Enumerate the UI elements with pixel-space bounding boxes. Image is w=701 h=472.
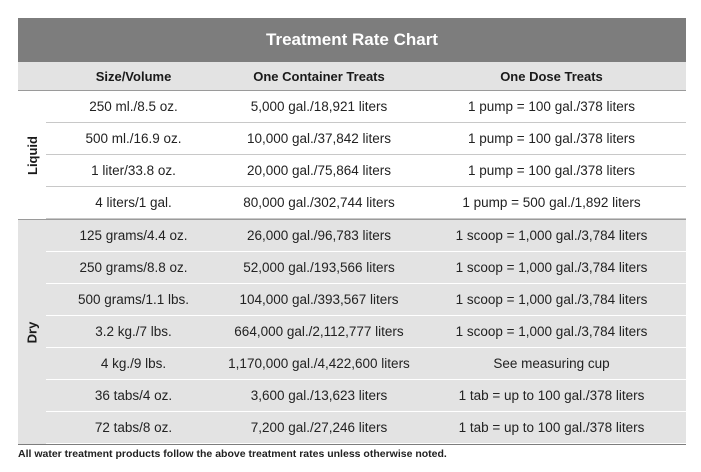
table-row	[46, 187, 686, 219]
treatment-rate-chart	[18, 18, 686, 445]
header-dose: One Dose Treats	[500, 68, 603, 84]
cell-size: 4 kg./9 lbs.	[100, 356, 167, 371]
table-row	[46, 284, 686, 316]
cell-container: 3,600 gal./13,623 liters	[250, 388, 388, 403]
cell-size: 4 liters/1 gal.	[95, 195, 172, 210]
cell-dose: 1 pump = 100 gal./378 liters	[468, 131, 635, 146]
section-liquid	[18, 91, 686, 220]
cell-dose: 1 scoop = 1,000 gal./3,784 liters	[455, 324, 648, 339]
cell-container: 664,000 gal./2,112,777 liters	[234, 324, 404, 339]
liquid-rows	[46, 91, 686, 219]
cell-size: 72 tabs/8 oz.	[94, 420, 173, 435]
table-row	[46, 252, 686, 284]
cell-size: 250 ml./8.5 oz.	[89, 99, 178, 114]
cell-size: 250 grams/8.8 oz.	[79, 260, 188, 275]
header-container: One Container Treats	[253, 68, 385, 84]
cell-dose: 1 tab = up to 100 gal./378 liters	[458, 388, 645, 403]
chart-title: Treatment Rate Chart	[18, 18, 686, 62]
cell-size: 3.2 kg./7 lbs.	[95, 324, 172, 339]
dry-rows	[46, 220, 686, 444]
cell-dose: 1 pump = 100 gal./378 liters	[468, 99, 635, 114]
section-label-text: Liquid	[24, 135, 40, 175]
cell-size: 36 tabs/4 oz.	[94, 388, 173, 403]
cell-size: 500 ml./16.9 oz.	[85, 131, 182, 146]
table-row	[46, 123, 686, 155]
table-row	[46, 348, 686, 380]
table-row	[46, 155, 686, 187]
cell-size: 125 grams/4.4 oz.	[79, 228, 188, 243]
cell-container: 5,000 gal./18,921 liters	[250, 99, 388, 114]
section-dry	[18, 220, 686, 444]
cell-container: 104,000 gal./393,567 liters	[239, 292, 399, 307]
header-size: Size/Volume	[95, 68, 172, 84]
cell-dose: 1 pump = 500 gal./1,892 liters	[462, 195, 641, 210]
cell-container: 26,000 gal./96,783 liters	[246, 228, 392, 243]
section-label-text: Dry	[24, 321, 40, 343]
cell-dose: See measuring cup	[493, 356, 610, 371]
cell-container: 20,000 gal./75,864 liters	[246, 163, 392, 178]
cell-container: 1,170,000 gal./4,422,600 liters	[228, 356, 410, 371]
table-row	[46, 91, 686, 123]
section-label-liquid	[18, 91, 46, 219]
cell-container: 52,000 gal./193,566 liters	[243, 260, 395, 275]
table-row	[46, 220, 686, 252]
cell-container: 10,000 gal./37,842 liters	[246, 131, 392, 146]
cell-dose: 1 scoop = 1,000 gal./3,784 liters	[455, 260, 648, 275]
footnote: All water treatment products follow the above treatment rates unless otherwise noted.	[18, 448, 447, 460]
cell-dose: 1 pump = 100 gal./378 liters	[468, 163, 635, 178]
cell-size: 1 liter/33.8 oz.	[91, 163, 176, 178]
cell-dose: 1 tab = up to 100 gal./378 liters	[458, 420, 645, 435]
cell-container: 80,000 gal./302,744 liters	[243, 195, 395, 210]
section-label-dry	[18, 220, 46, 444]
cell-container: 7,200 gal./27,246 liters	[250, 420, 388, 435]
table-row	[46, 316, 686, 348]
header-row	[18, 62, 686, 91]
cell-size: 500 grams/1.1 lbs.	[77, 292, 190, 307]
bottom-rule	[18, 444, 686, 445]
table-row	[46, 412, 686, 444]
cell-dose: 1 scoop = 1,000 gal./3,784 liters	[455, 292, 648, 307]
table-row	[46, 380, 686, 412]
cell-dose: 1 scoop = 1,000 gal./3,784 liters	[455, 228, 648, 243]
